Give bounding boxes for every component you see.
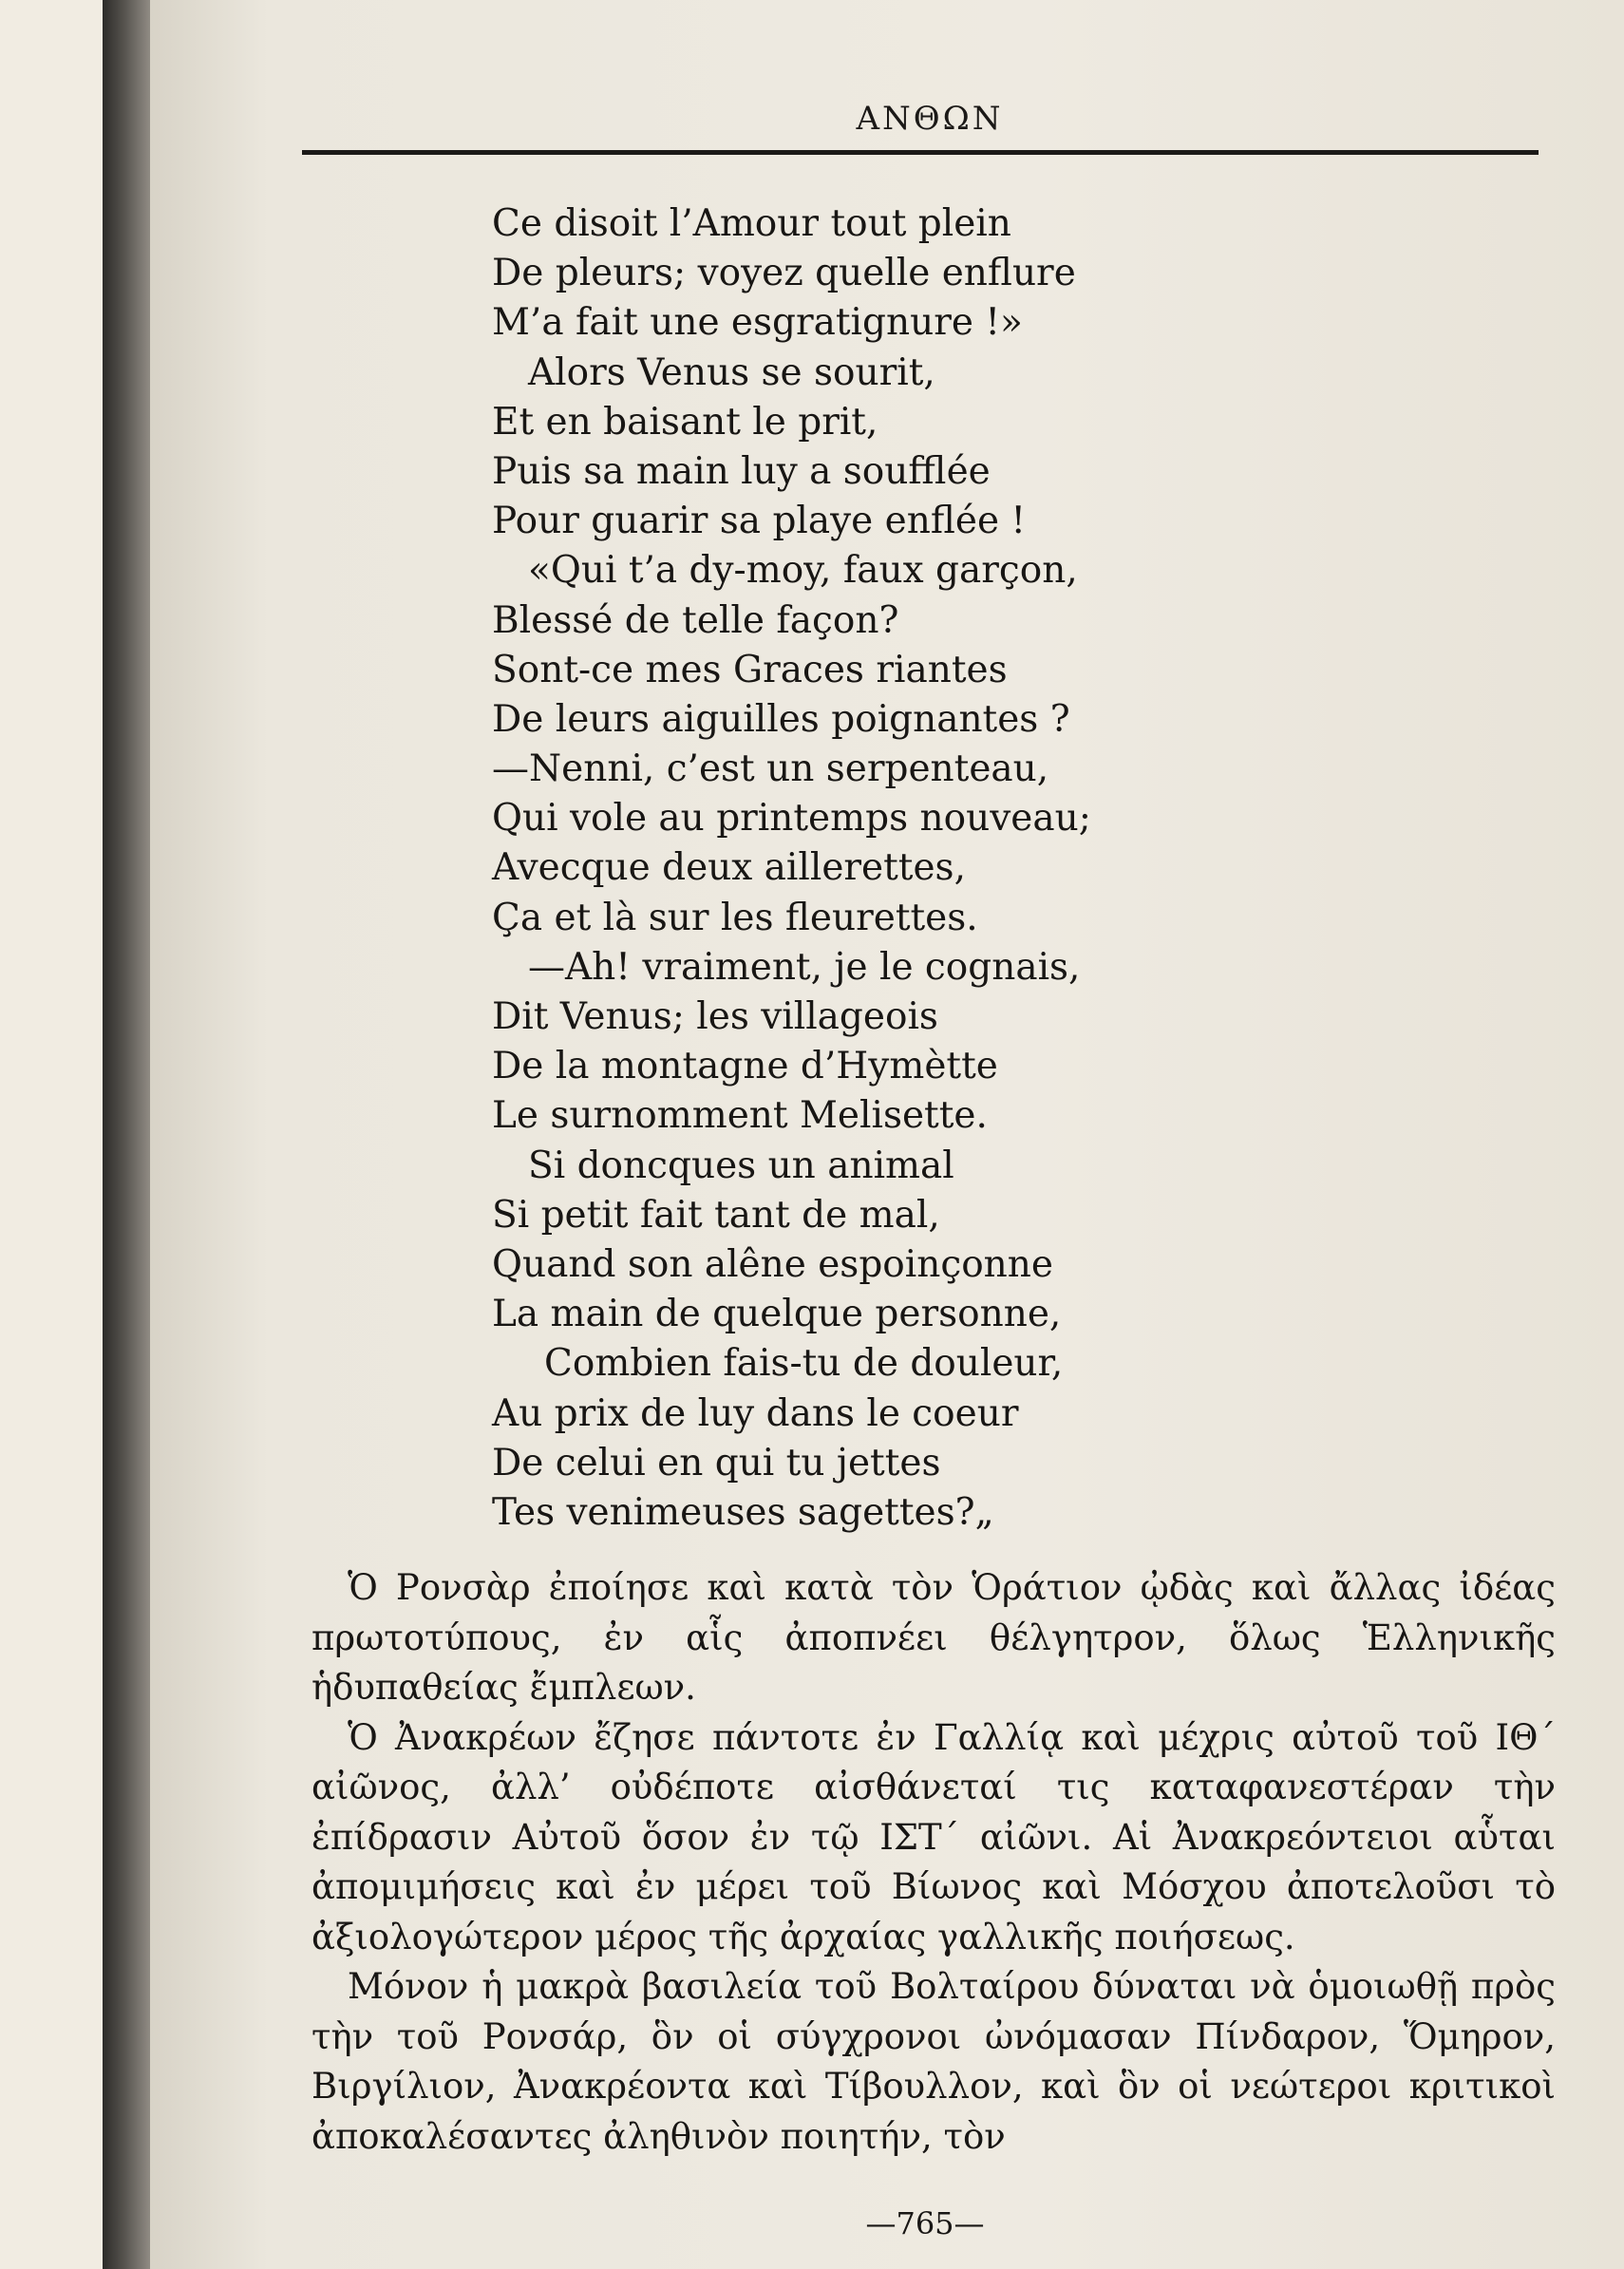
poem-line: De celui en qui tu jettes (492, 1441, 941, 1484)
header-rule (302, 150, 1539, 155)
running-head: ΑΝΘΩΝ (856, 100, 1004, 138)
poem-line: Puis sa main luy a soufflée (492, 449, 991, 493)
binding-gutter (103, 0, 155, 2269)
poem-line: De leurs aiguilles poignantes ? (492, 697, 1070, 741)
book-page (150, 0, 1624, 2269)
poem-line: «Qui t’a dy-moy, faux garçon, (528, 549, 1078, 593)
poem-line: Alors Venus se sourit, (528, 350, 935, 394)
poem-line: Quand son alêne espoinçonne (492, 1242, 1053, 1286)
poem-line: Sont-ce mes Graces riantes (492, 648, 1008, 691)
paragraph: Μόνον ἡ μακρὰ βασιλεία τοῦ Βολταίρου δύναται νὰ ὁμοιωθῇ πρὸς τὴν τοῦ Ρονσάρ, ὃν οἱ σύγχρονοι ὠνόμασαν Πίνδαρον, Ὅμηρον, Βιργίλιον, Ἀνακρέοντα καὶ Τίβουλλον, καὶ ὃν οἱ νεώτεροι κριτικοὶ ἀποκαλέσαντες ἀληθινὸν ποιητήν, τὸν (312, 1966, 1556, 2157)
prose-block (312, 1563, 1556, 2162)
poem-line: Au prix de luy dans le coeur (492, 1391, 1019, 1435)
poem-line: —Ah! vraiment, je le cognais, (528, 945, 1081, 989)
poem-line: Dit Venus; les villageois (492, 995, 938, 1038)
poem-line: Ça et là sur les fleurettes. (492, 896, 978, 939)
poem-line: Et en baisant le prit, (492, 400, 878, 444)
poem-line: La main de quelque personne, (492, 1293, 1062, 1336)
poem-line: Tes venimeuses sagettes?„ (492, 1490, 994, 1534)
poem-line: Blessé de telle façon? (492, 598, 899, 642)
poem-line: Pour guarir sa playe enflée ! (492, 500, 1027, 543)
poem-line: M’a fait une esgratignure !» (492, 301, 1023, 345)
poem-line: Qui vole au printemps nouveau; (492, 797, 1091, 841)
poem-line: —Nenni, c’est un serpenteau, (492, 747, 1049, 791)
poem-line: Le surnomment Melisette. (492, 1094, 988, 1138)
poem-line: Avecque deux aillerettes, (492, 846, 966, 890)
page-number: —765— (865, 2205, 985, 2241)
facing-page-edge (0, 0, 103, 2269)
paragraph: Ὁ Ρονσὰρ ἐποίησε καὶ κατὰ τὸν Ὁράτιον ᾠδὰς καὶ ἄλλας ἰδέας πρωτοτύπους, ἐν αἷς ἀποπνέει θέλγητρον, ὅλως Ἑλληνικῆς ἡδυπαθείας ἔμπλεων. (312, 1567, 1556, 1708)
poem-block (492, 199, 1442, 1538)
poem-line: De pleurs; voyez quelle enflure (492, 252, 1076, 295)
poem-line: Ce disoit l’Amour tout plein (492, 202, 1011, 245)
poem-line: Si doncques un animal (528, 1144, 954, 1187)
paragraph: Ὁ Ἀνακρέων ἔζησε πάντοτε ἐν Γαλλίᾳ καὶ μέχρις αὐτοῦ τοῦ ΙΘ΄ αἰῶνος, ἀλλ’ οὐδέποτε αἰσθάνεταί τις καταφανεστέραν τὴν ἐπίδρασιν Αὐτοῦ ὅσον ἐν τῷ ΙΣΤ΄ αἰῶνι. Αἱ Ἀνακρεόντειοι αὗται ἀπομιμήσεις καὶ ἐν μέρει τοῦ Βίωνος καὶ Μόσχου ἀποτελοῦσι τὸ ἀξιολογώτερον μέρος τῆς ἀρχαίας γαλλικῆς ποιήσεως. (312, 1716, 1556, 1957)
poem-line: De la montagne d’Hymètte (492, 1045, 998, 1088)
poem-line: Combien fais-tu de douleur, (544, 1342, 1064, 1386)
poem-line: Si petit fait tant de mal, (492, 1193, 940, 1237)
